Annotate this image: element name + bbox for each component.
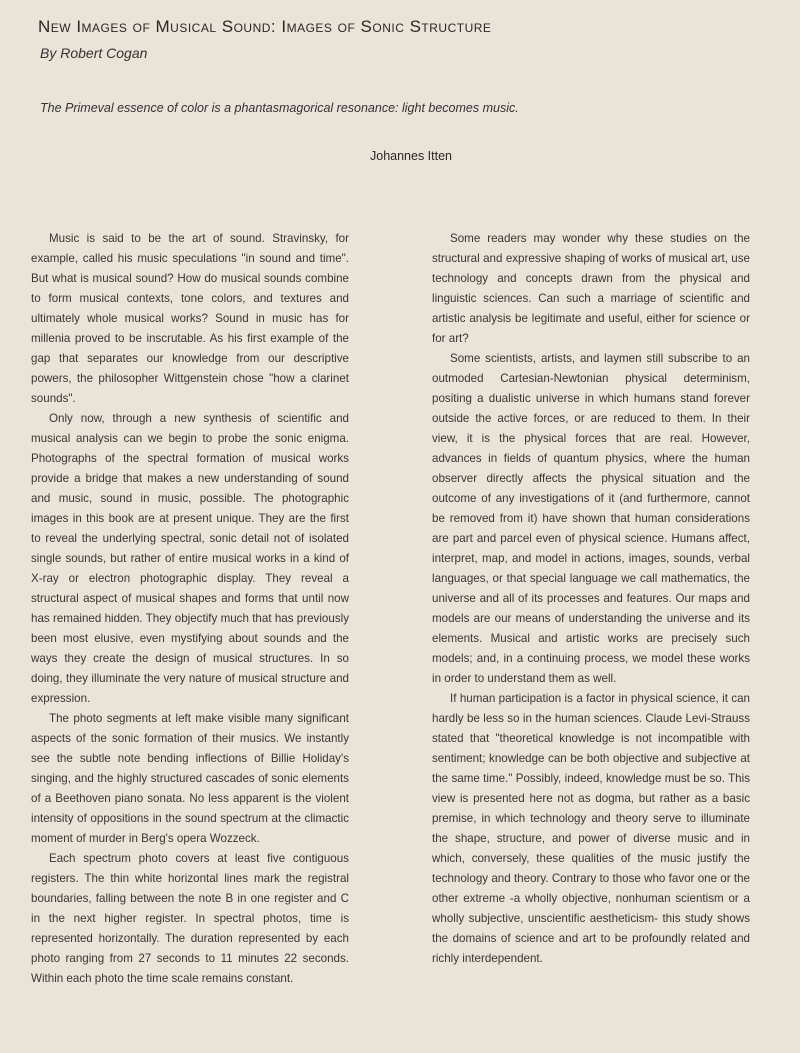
article-byline: By Robert Cogan (40, 45, 148, 61)
epigraph-author: Johannes Itten (370, 149, 453, 163)
article-title: New Images of Musical Sound: Images of Sonic Structure (38, 17, 492, 36)
epigraph-quote: The Primeval essence of color is a phantasmagorical resonance: light becomes music. (40, 101, 519, 115)
paragraph: Some scientists, artists, and laymen still subscribe to an outmoded Cartesian-Newtonian physical determinism, positing a dualistic universe in which humans stand forever outside the active forces, or are reduced to them. In their view, it is the physical forces that are real. However, advances in fields of quantum physics, where the human observer directly affects the physical situation and the outcome of any investigations of it (and furthermore, cannot be removed from it) have shown that human considerations are part and parcel even of physical science. Humans affect, interpret, map, and model in actions, images, sounds, verbal languages, or that special language we call mathematics, the universe and all of its processes and features. Our maps and models are our means of understanding the universe and its elements. Musical and artistic works are precisely such models; and, in a continuing process, we model these works in order to understand them as well. (432, 352, 750, 685)
paragraph: Music is said to be the art of sound. Stravinsky, for example, called his music speculations "in sound and time". But what is musical sound? How do musical sounds combine to form musical contexts, tone colors, and textures and ultimately whole musical works? Sound in music has for millenia proved to be inscrutable. As his first example of the gap that separates our knowledge from our descriptive powers, the philosopher Wittgenstein chose "how a clarinet sounds". (31, 232, 349, 405)
paragraph: The photo segments at left make visible many significant aspects of the sonic formation of their musics. We instantly see the subtle note bending inflections of Billie Holiday's singing, and the highly structured cascades of sonic elements of a Beethoven piano sonata. No less apparent is the violent intensity of oppositions in the sound spectrum at the climactic moment of murder in Berg's opera Wozzeck. (31, 712, 349, 845)
left-text-column (31, 229, 349, 989)
paragraph: Only now, through a new synthesis of scientific and musical analysis can we begin to probe the sonic enigma. Photographs of the spectral formation of musical works provide a bridge that makes a new understanding of sound and music, sound in music, possible. The photographic images in this book are at present unique. They are the first to reveal the underlying spectral, sonic detail not of isolated single sounds, but rather of entire musical works in a kind of X-ray or electron photographic display. They reveal a structural aspect of musical shapes and forms that until now has remained hidden. They objectify much that has previously been most elusive, even mystifying about sounds and the ways they create the design of musical structures. In so doing, they illuminate the very nature of musical structure and expression. (31, 412, 349, 705)
paragraph: Each spectrum photo covers at least five contiguous registers. The thin white horizontal lines mark the registral boundaries, falling between the note B in one register and C in the next higher register. In spectral photos, time is represented horizontally. The duration represented by each photo ranging from 27 seconds to 11 minutes 22 seconds. Within each photo the time scale remains constant. (31, 852, 349, 985)
paragraph: If human participation is a factor in physical science, it can hardly be less so in the human sciences. Claude Levi-Strauss stated that "theoretical knowledge is not incompatible with sentiment; knowledge can be both objective and subjective at the same time." Possibly, indeed, knowledge must be so. This view is presented here not as dogma, but rather as a basic premise, in which technology and theory serve to illuminate the shape, structure, and power of diverse music and in which, conversely, these qualities of the music justify the technology and theory. Contrary to those who favor one or the other extreme -a wholly objective, nonhuman scientism or a wholly subjective, unscientific aestheticism- this study shows the domains of science and art to be profoundly related and richly interdependent. (432, 692, 750, 965)
paragraph: Some readers may wonder why these studies on the structural and expressive shaping of works of musical art, use technology and concepts drawn from the physical and linguistic sciences. Can such a marriage of scientific and artistic analysis be legitimate and useful, either for science or for art? (432, 232, 750, 345)
right-text-column (432, 229, 750, 969)
